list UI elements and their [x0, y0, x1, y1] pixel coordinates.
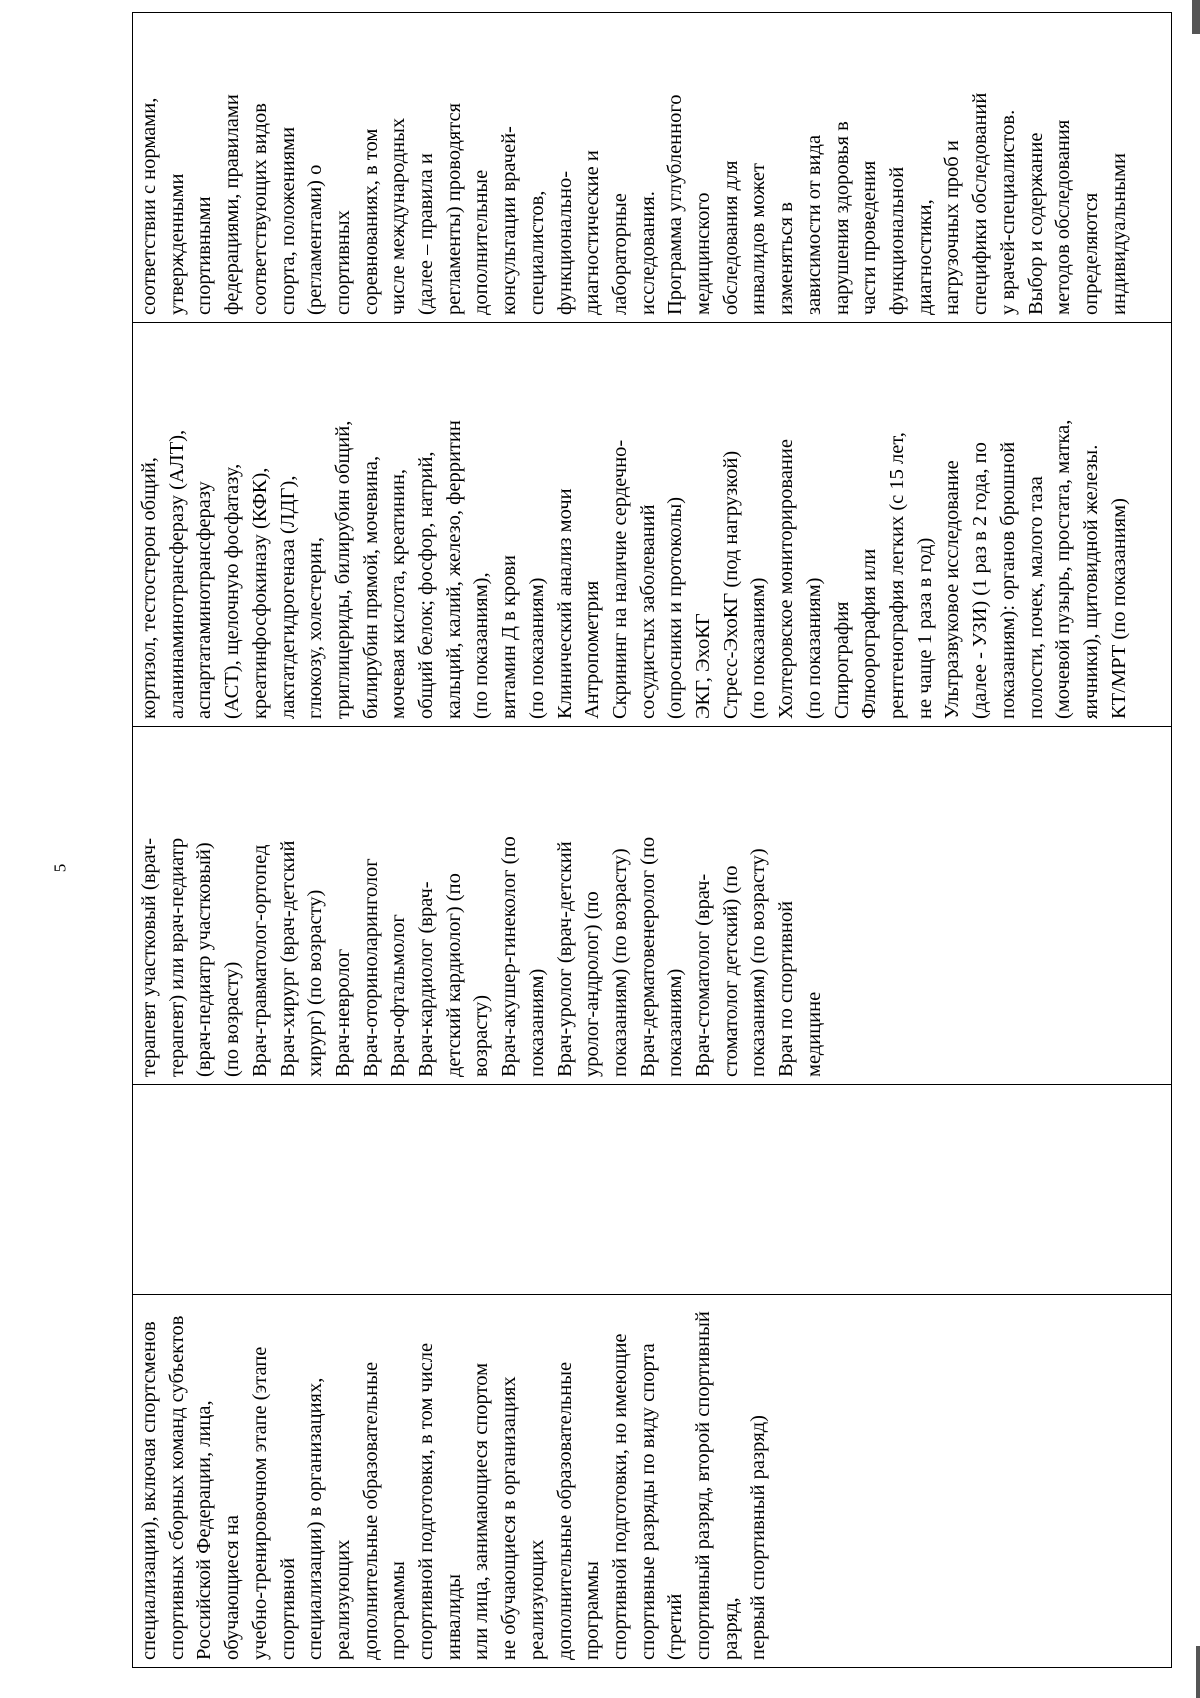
cell-notes: соответствии с нормами, утвержденными спортивными федерациями, правилами соответствующих видов спорта, положениями (регламентами) о спортивных соревнованиях, в том числе международных (далее – правила и регламенты) проводятся дополнительные консультации врачей- специалистов, функционально- диагностические и лабораторные исследования. Программа углубленного медицинского обследования для инвалидов может изменяться в зависимости от вида нарушения здоровья в части проведения функциональной диагностики, нагрузочных проб и специфики обследований у врачей-специалистов. Выбор и содержание методов обследования определяются индивидуальными: [133, 13, 1172, 323]
cell-specialists: терапевт участковый (врач- терапевт) или врач-педиатр (врач-педиатр участковый) (по возрасту) Врач-травматолог-ортопед Врач-хирург (врач-детский хирург) (по возрасту) Врач-невролог Врач-оториноларинголог Врач-офтальмолог Врач-кардиолог (врач- детский кардиолог) (по возрасту) Врач-акушер-гинеколог (по показаниям) Врач-уролог (врач-детский уролог-андролог) (по показаниям) (по возрасту) Врач-дерматовенеролог (по показаниям) Врач-стоматолог (врач- стоматолог детский) (по показаниям) (по возрасту) Врач по спортивной медицине: [133, 727, 1172, 1085]
cell-contingent: специализации), включая спортсменов спортивных сборных команд субъектов Российской Федерации, лица, обучающиеся на учебно-тренировочном этапе (этапе спортивной специализации) в организациях, реализующих дополнительные образовательные программы спортивной подготовки, в том числе инвалиды или лица, занимающиеся спортом не обучающиеся в организациях реализующих дополнительные образовательные программы спортивной подготовки, но имеющие спортивные разряды по виду спорта (третий спортивный разряд, второй спортивный разряд, первый спортивный разряд): [133, 1295, 1172, 1668]
cell-empty: [133, 1085, 1172, 1295]
page-number: 5: [50, 863, 70, 873]
rotated-table-container: [132, 13, 1172, 1668]
scan-edge-mark-bottom: [1196, 1646, 1200, 1698]
cell-examinations: кортизол, тестостерон общий, аланинаминотрансферазу (АЛТ), аспартатаминотрансферазу (АСТ), щелочную фосфатазу, креатинфосфокиназу (КФК), лактатдегидрогеназа (ЛДГ), глюкозу, холестерин, триглицериды, билирубин общий, билирубин прямой, мочевина, мочевая кислота, креатинин, общий белок; фосфор, натрий, кальций, калий, железо, ферритин (по показаниям), витамин Д в крови (по показаниям) Клинический анализ мочи Антропометрия Скрининг на наличие сердечно- сосудистых заболеваний (опросники и протоколы) ЭКГ, ЭхоКГ Стресс-ЭхоКГ (под нагрузкой) (по показаниям) Холтеровское мониторирование (по показаниям) Спирография Флюорография или рентгенография легких (с 15 лет, не чаще 1 раза в год) Ультразвуковое исследование (далее - УЗИ) (1 раз в 2 года, по показаниям): органов брюшной полости, почек, малого таза (мочевой пузырь, простата, матка, яичники), щитовидной железы. КТ/МРТ (по показаниям): [133, 323, 1172, 727]
table-row: [133, 13, 1172, 1668]
medical-examination-table: [132, 12, 1172, 1668]
scan-edge-mark-top: [1192, 0, 1200, 34]
